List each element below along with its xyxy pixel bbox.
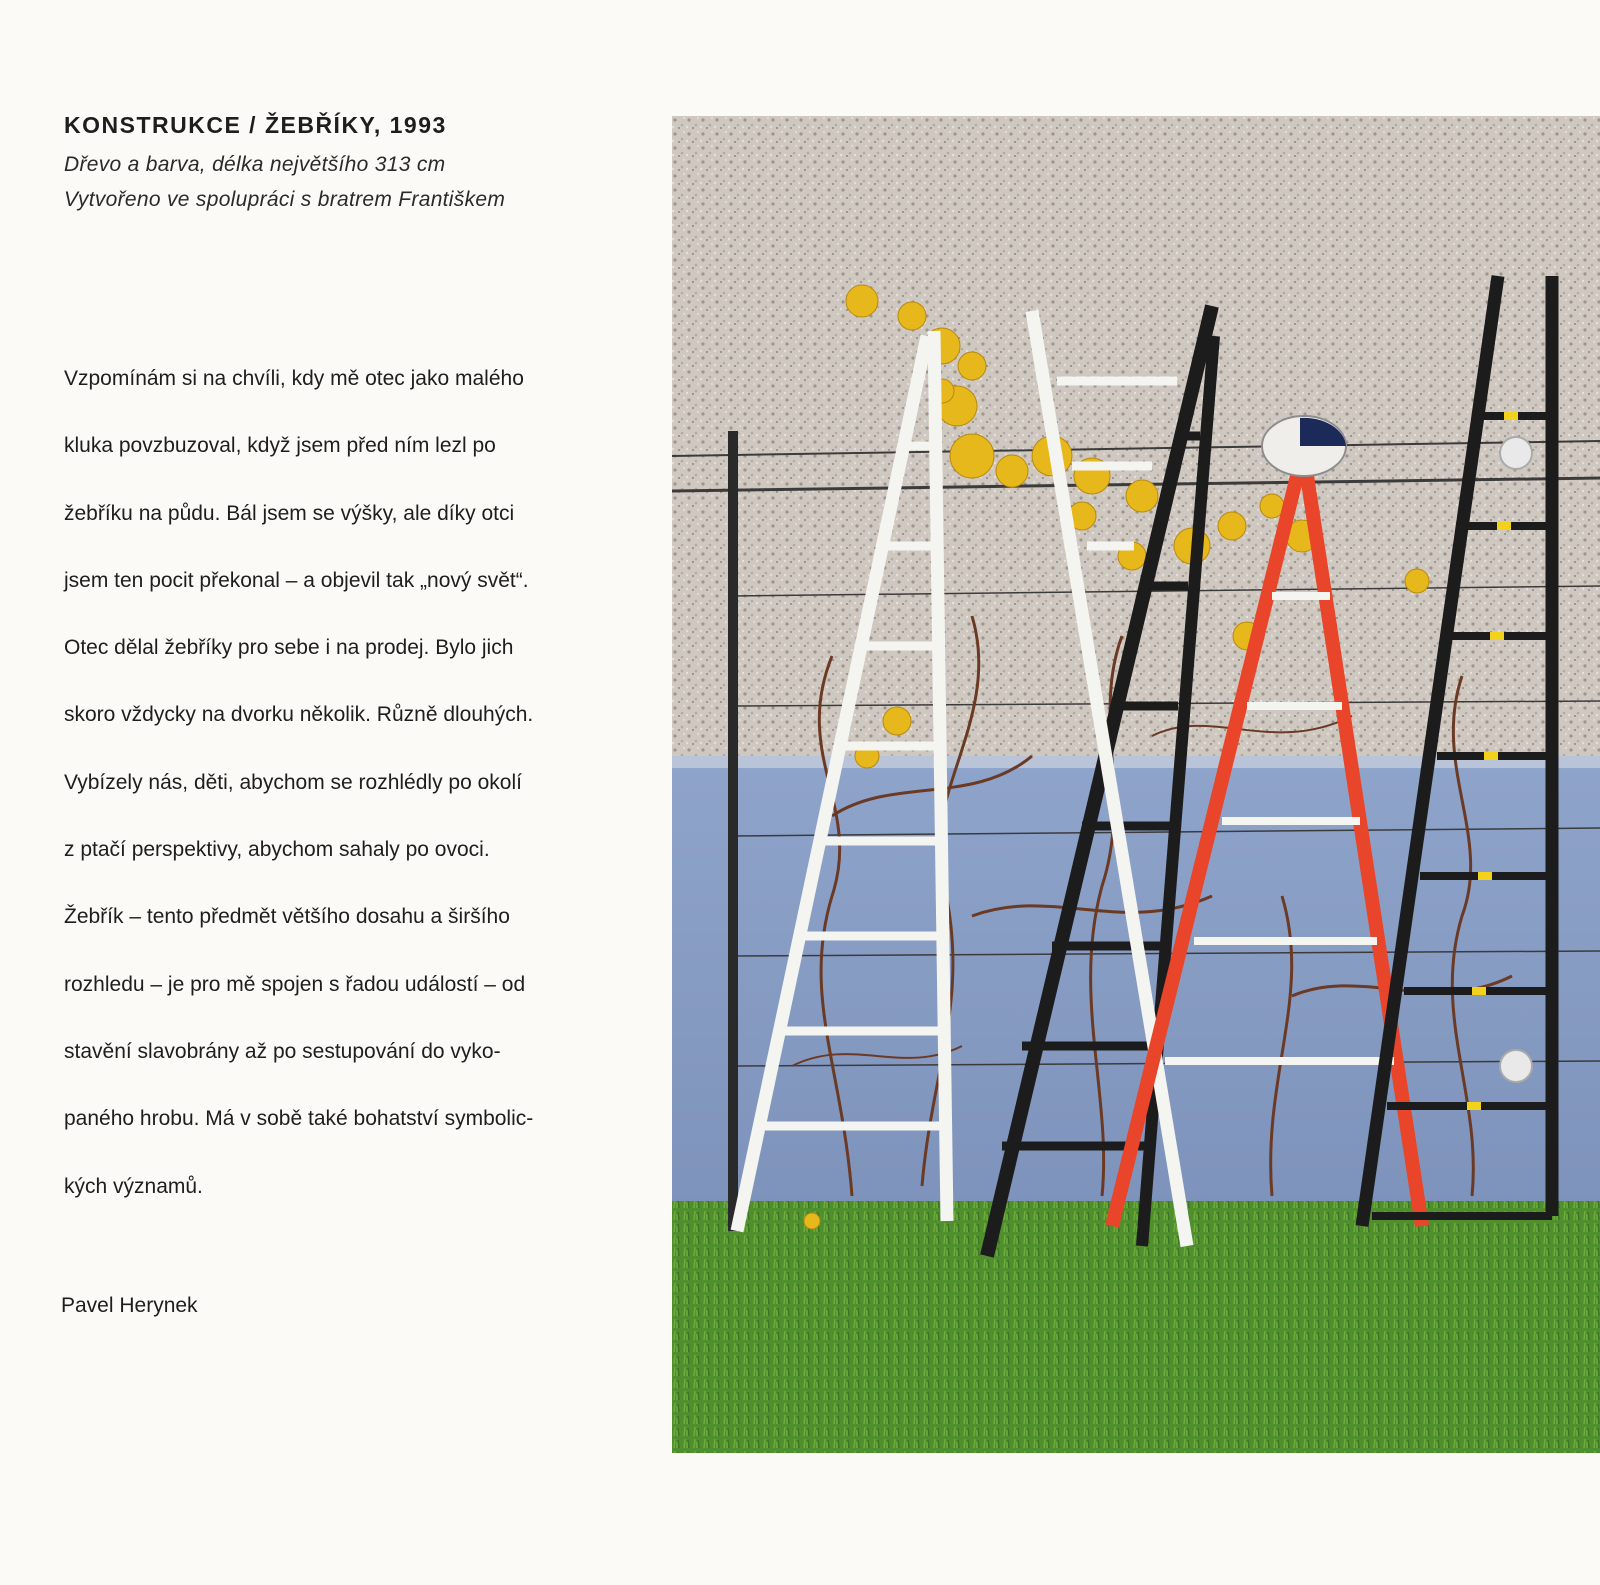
ladders-photo [672, 116, 1600, 1453]
head-sculpture [1262, 416, 1346, 476]
body-line: stavění slavobrány až po sestupování do vyko- [64, 1039, 501, 1063]
author-signature: Pavel Herynek [61, 1294, 198, 1317]
body-line: Vzpomínám si na chvíli, kdy mě otec jako malého [64, 367, 524, 390]
body-text [64, 345, 604, 1220]
body-line: žebříku na půdu. Bál jsem se výšky, ale díky otci [64, 501, 515, 525]
body-line: Vybízely nás, děti, abychom se rozhlédly po okolí [64, 770, 522, 794]
body-line: rozhledu – je pro mě spojen s řadou událostí – od [64, 972, 526, 996]
body-line: z ptačí perspektivy, abychom sahaly po ovoci. [64, 838, 490, 862]
body-line: Žebřík – tento předmět většího dosahu a širšího [64, 905, 510, 929]
artwork-title: KONSTRUKCE / ŽEBŘÍKY, 1993 [64, 112, 447, 138]
artwork-collaboration: Vytvořeno ve spolupráci s bratrem Františkem [64, 188, 506, 211]
fence-post [728, 431, 738, 1231]
body-line: kých významů. [64, 1174, 203, 1198]
body-line: Otec dělal žebříky pro sebe i na prodej. Bylo jich [64, 636, 514, 660]
body-line: jsem ten pocit překonal – a objevil tak „nový svět“. [64, 568, 529, 592]
binder-hole-bottom [1500, 1050, 1532, 1082]
grass-lawn [672, 1201, 1600, 1453]
body-line: skoro vždycky na dvorku několik. Různě dlouhých. [64, 703, 534, 727]
artwork-materials: Dřevo a barva, délka největšího 313 cm [64, 153, 446, 176]
body-line: paného hrobu. Má v sobě také bohatství symbolic- [64, 1107, 534, 1131]
stucco-wall [672, 116, 1600, 766]
body-line: kluka povzbuzoval, když jsem před ním lezl po [64, 434, 496, 458]
binder-hole-top [1500, 437, 1532, 469]
